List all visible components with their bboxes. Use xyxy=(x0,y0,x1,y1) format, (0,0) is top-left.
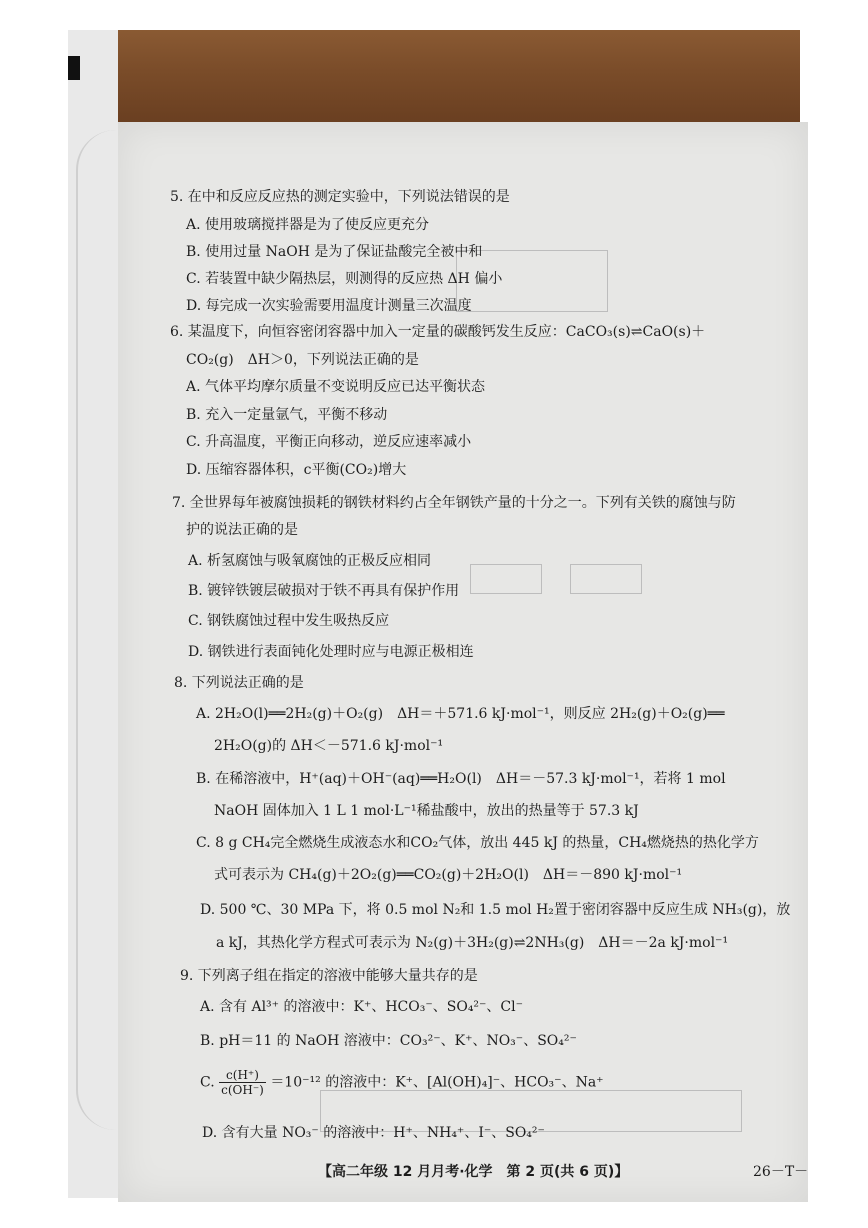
q9-stem: 9. 下列离子组在指定的溶液中能够大量共存的是 xyxy=(180,968,478,984)
q5-option-a: A. 使用玻璃搅拌器是为了使反应更充分 xyxy=(186,217,430,233)
q6-option-b: B. 充入一定量氩气，平衡不移动 xyxy=(186,407,388,423)
q8-option-c-line1: C. 8 g CH₄完全燃烧生成液态水和CO₂气体，放出 445 kJ 的热量，CH₄燃烧热的热化学方 xyxy=(196,835,759,851)
q5-stem: 5. 在中和反应反应热的测定实验中，下列说法错误的是 xyxy=(170,189,510,205)
q7-option-c: C. 钢铁腐蚀过程中发生吸热反应 xyxy=(188,613,390,629)
binder-tab xyxy=(68,56,80,80)
q7-stem-line1: 7. 全世界每年被腐蚀损耗的钢铁材料约占全年钢铁产量的十分之一。下列有关铁的腐蚀与防 xyxy=(172,495,736,511)
q7-option-b: B. 镀锌铁镀层破损对于铁不再具有保护作用 xyxy=(188,583,460,599)
q5-option-b: B. 使用过量 NaOH 是为了保证盐酸完全被中和 xyxy=(186,244,483,260)
fraction-numerator: c(H⁺) xyxy=(219,1068,266,1083)
q9-option-d: D. 含有大量 NO₃⁻ 的溶液中：H⁺、NH₄⁺、I⁻、SO₄²⁻ xyxy=(202,1125,545,1141)
q5-option-c: C. 若装置中缺少隔热层，则测得的反应热 ΔH 偏小 xyxy=(186,271,503,287)
exam-code: 26－T－ xyxy=(753,1164,809,1180)
q6-stem-line2: CO₂(g) ΔH＞0，下列说法正确的是 xyxy=(186,352,419,368)
wooden-table-background xyxy=(118,30,800,122)
q9-option-a: A. 含有 Al³⁺ 的溶液中：K⁺、HCO₃⁻、SO₄²⁻、Cl⁻ xyxy=(200,999,524,1015)
q7-option-d: D. 钢铁进行表面钝化处理时应与电源正极相连 xyxy=(188,644,474,660)
q8-option-c-line2: 式可表示为 CH₄(g)＋2O₂(g)══CO₂(g)＋2H₂O(l) ΔH＝－890 kJ·mol⁻¹ xyxy=(214,867,683,883)
q8-option-b-line1: B. 在稀溶液中，H⁺(aq)＋OH⁻(aq)══H₂O(l) ΔH＝－57.3 kJ·mol⁻¹，若将 1 mol xyxy=(196,771,726,787)
q8-option-a-line1: A. 2H₂O(l)══2H₂(g)＋O₂(g) ΔH＝＋571.6 kJ·mol⁻¹，则反应 2H₂(g)＋O₂(g)══ xyxy=(196,706,725,722)
q8-stem: 8. 下列说法正确的是 xyxy=(174,675,304,691)
q5-option-d: D. 每完成一次实验需要用温度计测量三次温度 xyxy=(186,298,472,314)
bleed-through-box xyxy=(470,564,542,594)
q9-option-c-text: ＝10⁻¹² 的溶液中：K⁺、[Al(OH)₄]⁻、HCO₃⁻、Na⁺ xyxy=(270,1074,604,1091)
q9-option-b: B. pH＝11 的 NaOH 溶液中：CO₃²⁻、K⁺、NO₃⁻、SO₄²⁻ xyxy=(200,1033,577,1049)
q9-option-c-label: C. xyxy=(200,1074,215,1091)
q8-option-a-line2: 2H₂O(g)的 ΔH＜－571.6 kJ·mol⁻¹ xyxy=(214,738,444,754)
q6-option-c: C. 升高温度，平衡正向移动，逆反应速率减小 xyxy=(186,434,472,450)
q6-option-d: D. 压缩容器体积，c平衡(CO₂)增大 xyxy=(186,462,407,478)
fraction-denominator: c(OH⁻) xyxy=(221,1083,264,1097)
q8-option-d-line1: D. 500 ℃、30 MPa 下，将 0.5 mol N₂和 1.5 mol H₂置于密闭容器中反应生成 NH₃(g)，放 xyxy=(200,902,791,918)
bleed-through-box xyxy=(570,564,642,594)
q8-option-d-line2: a kJ，其热化学方程式可表示为 N₂(g)＋3H₂(g)⇌2NH₃(g) ΔH＝－2a kJ·mol⁻¹ xyxy=(216,935,729,951)
q8-option-b-line2: NaOH 固体加入 1 L 1 mol·L⁻¹稀盐酸中，放出的热量等于 57.3 kJ xyxy=(214,803,639,819)
concentration-ratio-fraction xyxy=(219,1068,266,1097)
q7-option-a: A. 析氢腐蚀与吸氧腐蚀的正极反应相同 xyxy=(188,553,432,569)
q9-option-c xyxy=(200,1068,604,1097)
q6-option-a: A. 气体平均摩尔质量不变说明反应已达平衡状态 xyxy=(186,379,486,395)
q7-stem-line2: 护的说法正确的是 xyxy=(186,522,298,538)
page-footer: 【高二年级 12 月月考·化学 第 2 页(共 6 页)】 xyxy=(318,1164,629,1180)
q6-stem-line1: 6. 某温度下，向恒容密闭容器中加入一定量的碳酸钙发生反应：CaCO₃(s)⇌CaO(s)＋ xyxy=(170,324,706,340)
